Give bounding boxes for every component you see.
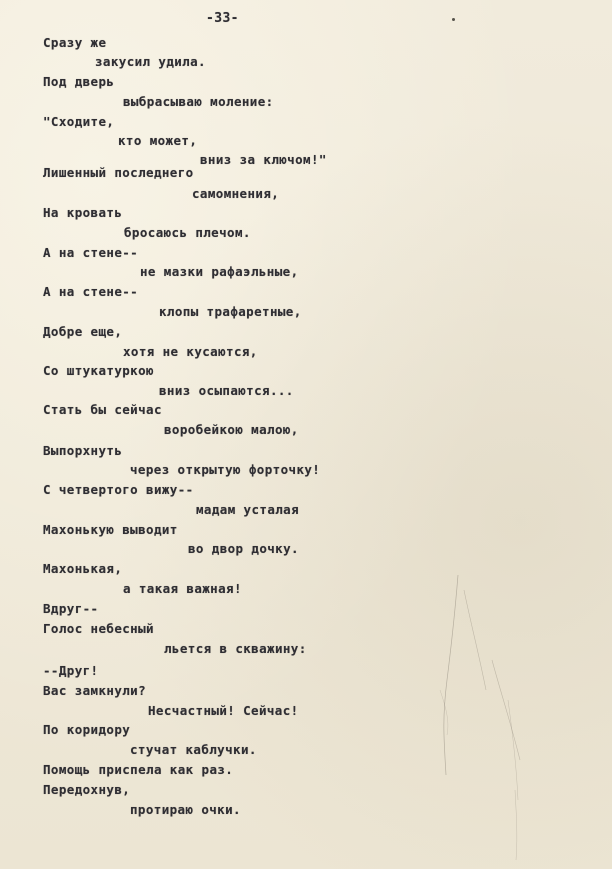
poem-line: Вас замкнули? xyxy=(43,683,147,698)
poem-line: А на стене-- xyxy=(43,245,139,260)
poem-line: хотя не кусаются, xyxy=(123,344,258,359)
poem-line: протираю очки. xyxy=(130,802,241,817)
poem-line: С четвертого вижу-- xyxy=(43,482,194,497)
poem-line: вниз осыпаются... xyxy=(159,383,294,398)
poem-line: --Друг! xyxy=(43,663,99,678)
poem-line: воробейкою малою, xyxy=(164,422,299,437)
poem-line: льется в скважину: xyxy=(164,641,307,656)
poem-line: а такая важная! xyxy=(123,581,242,596)
poem-line: Выпорхнуть xyxy=(43,443,123,458)
poem-line: Стать бы сейчас xyxy=(43,402,162,417)
poem-line: Лишенный последнего xyxy=(43,165,194,180)
poem-line: закусил удила. xyxy=(95,54,206,69)
poem-line: кто может, xyxy=(118,133,198,148)
poem-line: По коридору xyxy=(43,722,131,737)
poem-line: самомнения, xyxy=(192,186,280,201)
poem-line: не мазки рафаэльные, xyxy=(140,264,299,279)
poem-line: стучат каблучки. xyxy=(130,742,257,757)
poem-line: На кровать xyxy=(43,205,123,220)
poem-line: вниз за ключом!" xyxy=(200,152,327,167)
poem-line: Вдруг-- xyxy=(43,601,99,616)
poem-line: во двор дочку. xyxy=(188,541,299,556)
page-number: -33- xyxy=(206,11,239,26)
poem-line: Сразу же xyxy=(43,35,107,50)
poem-line: Махонькую выводит xyxy=(43,522,178,537)
poem-line: Махонькая, xyxy=(43,561,123,576)
poem-line: клопы трафаретные, xyxy=(159,304,302,319)
poem-line: "Сходите, xyxy=(43,114,115,129)
poem-line: Несчастный! Сейчас! xyxy=(148,703,299,718)
poem-line: Со штукатуркою xyxy=(43,363,154,378)
poem-line: А на стене-- xyxy=(43,284,139,299)
poem-line: Под дверь xyxy=(43,74,115,89)
poem-line: мадам усталая xyxy=(196,502,300,517)
poem-line: через открытую форточку! xyxy=(130,462,321,477)
poem-line: Помощь приспела как раз. xyxy=(43,762,234,777)
poem-line: Добре еще, xyxy=(43,324,123,339)
poem-line: Передохнув, xyxy=(43,782,131,797)
poem-line: выбрасываю моление: xyxy=(123,94,274,109)
poem-line: бросаюсь плечом. xyxy=(124,225,251,240)
poem-line: Голос небесный xyxy=(43,621,154,636)
